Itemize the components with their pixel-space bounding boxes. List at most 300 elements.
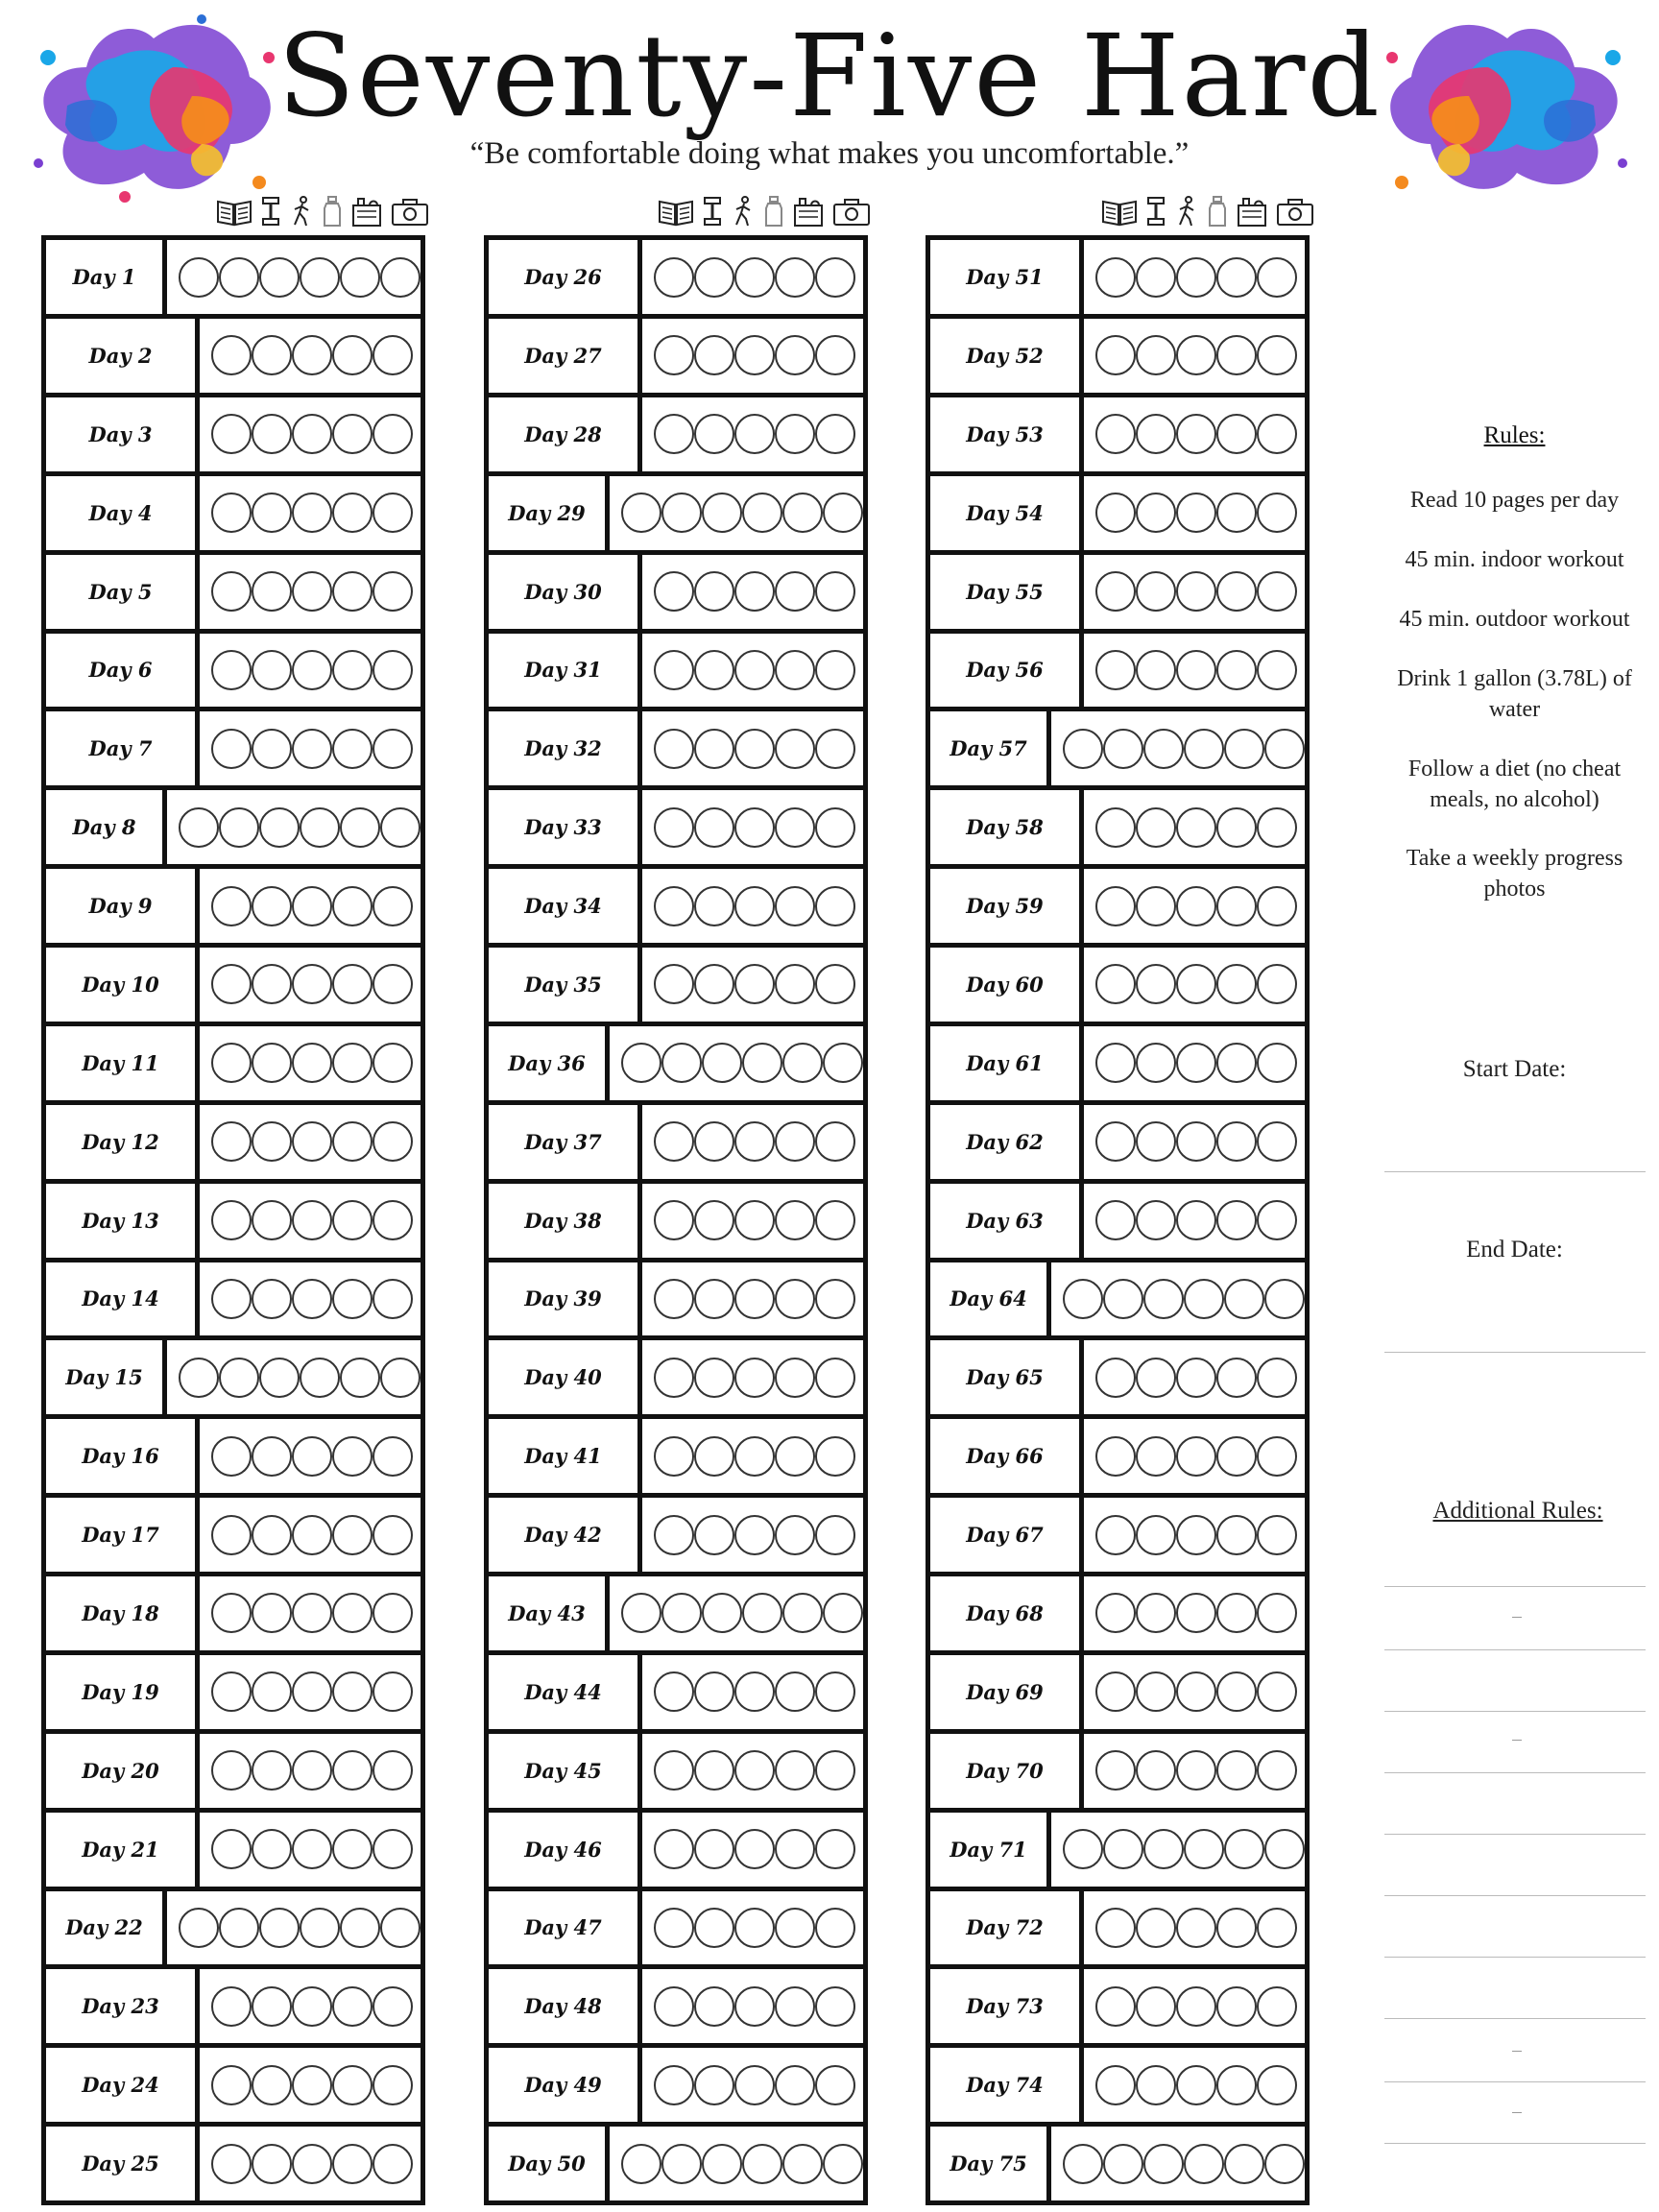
habit-checkbox[interactable] <box>1257 1200 1297 1240</box>
habit-checkbox[interactable] <box>292 2065 332 2105</box>
habit-checkbox[interactable] <box>742 1593 782 1633</box>
habit-checkbox[interactable] <box>332 335 373 375</box>
habit-checkbox[interactable] <box>1176 1750 1216 1791</box>
habit-checkbox[interactable] <box>252 2065 292 2105</box>
habit-checkbox[interactable] <box>1095 1750 1136 1791</box>
habit-checkbox[interactable] <box>332 1279 373 1319</box>
habit-checkbox[interactable] <box>332 650 373 690</box>
habit-checkbox[interactable] <box>1257 1358 1297 1398</box>
habit-checkbox[interactable] <box>332 1121 373 1162</box>
habit-checkbox[interactable] <box>1136 1043 1176 1083</box>
habit-checkbox[interactable] <box>373 964 413 1004</box>
habit-checkbox[interactable] <box>815 1515 855 1555</box>
habit-checkbox[interactable] <box>1095 414 1136 454</box>
habit-checkbox[interactable] <box>1095 493 1136 533</box>
habit-checkbox[interactable] <box>340 807 380 848</box>
habit-checkbox[interactable] <box>694 1200 734 1240</box>
habit-checkbox[interactable] <box>734 414 775 454</box>
habit-checkbox[interactable] <box>219 1908 259 1948</box>
habit-checkbox[interactable] <box>1257 1908 1297 1948</box>
habit-checkbox[interactable] <box>734 1908 775 1948</box>
habit-checkbox[interactable] <box>211 335 252 375</box>
habit-checkbox[interactable] <box>734 1750 775 1791</box>
habit-checkbox[interactable] <box>621 493 661 533</box>
habit-checkbox[interactable] <box>373 886 413 926</box>
habit-checkbox[interactable] <box>815 1671 855 1712</box>
habit-checkbox[interactable] <box>252 886 292 926</box>
habit-checkbox[interactable] <box>1143 1829 1184 1869</box>
habit-checkbox[interactable] <box>694 571 734 612</box>
habit-checkbox[interactable] <box>1257 1593 1297 1633</box>
habit-checkbox[interactable] <box>1176 1671 1216 1712</box>
habit-checkbox[interactable] <box>654 1829 694 1869</box>
habit-checkbox[interactable] <box>1136 571 1176 612</box>
habit-checkbox[interactable] <box>694 964 734 1004</box>
habit-checkbox[interactable] <box>775 1671 815 1712</box>
additional-rule-line[interactable] <box>1384 1711 1646 1712</box>
habit-checkbox[interactable] <box>211 493 252 533</box>
habit-checkbox[interactable] <box>815 1279 855 1319</box>
habit-checkbox[interactable] <box>292 964 332 1004</box>
habit-checkbox[interactable] <box>211 964 252 1004</box>
habit-checkbox[interactable] <box>332 729 373 769</box>
habit-checkbox[interactable] <box>1216 886 1257 926</box>
habit-checkbox[interactable] <box>694 1908 734 1948</box>
habit-checkbox[interactable] <box>1224 2144 1264 2184</box>
habit-checkbox[interactable] <box>1216 257 1257 298</box>
habit-checkbox[interactable] <box>1216 414 1257 454</box>
habit-checkbox[interactable] <box>332 493 373 533</box>
habit-checkbox[interactable] <box>292 1593 332 1633</box>
habit-checkbox[interactable] <box>373 2065 413 2105</box>
habit-checkbox[interactable] <box>1257 1043 1297 1083</box>
habit-checkbox[interactable] <box>332 1515 373 1555</box>
habit-checkbox[interactable] <box>1257 1750 1297 1791</box>
habit-checkbox[interactable] <box>1216 1671 1257 1712</box>
habit-checkbox[interactable] <box>1257 571 1297 612</box>
habit-checkbox[interactable] <box>1095 1908 1136 1948</box>
habit-checkbox[interactable] <box>815 964 855 1004</box>
habit-checkbox[interactable] <box>292 1043 332 1083</box>
habit-checkbox[interactable] <box>1216 1200 1257 1240</box>
habit-checkbox[interactable] <box>252 2144 292 2184</box>
habit-checkbox[interactable] <box>340 1358 380 1398</box>
habit-checkbox[interactable] <box>654 964 694 1004</box>
habit-checkbox[interactable] <box>1063 2144 1103 2184</box>
habit-checkbox[interactable] <box>775 807 815 848</box>
habit-checkbox[interactable] <box>373 414 413 454</box>
habit-checkbox[interactable] <box>252 1986 292 2027</box>
habit-checkbox[interactable] <box>1136 1358 1176 1398</box>
habit-checkbox[interactable] <box>1136 1593 1176 1633</box>
habit-checkbox[interactable] <box>775 1200 815 1240</box>
habit-checkbox[interactable] <box>292 1200 332 1240</box>
habit-checkbox[interactable] <box>292 1829 332 1869</box>
habit-checkbox[interactable] <box>734 257 775 298</box>
habit-checkbox[interactable] <box>775 257 815 298</box>
habit-checkbox[interactable] <box>1136 1436 1176 1477</box>
habit-checkbox[interactable] <box>1095 257 1136 298</box>
habit-checkbox[interactable] <box>775 1750 815 1791</box>
habit-checkbox[interactable] <box>1103 2144 1143 2184</box>
habit-checkbox[interactable] <box>332 1986 373 2027</box>
habit-checkbox[interactable] <box>211 1515 252 1555</box>
habit-checkbox[interactable] <box>292 493 332 533</box>
habit-checkbox[interactable] <box>179 257 219 298</box>
habit-checkbox[interactable] <box>734 335 775 375</box>
habit-checkbox[interactable] <box>211 729 252 769</box>
habit-checkbox[interactable] <box>823 1593 863 1633</box>
habit-checkbox[interactable] <box>1176 335 1216 375</box>
habit-checkbox[interactable] <box>373 1829 413 1869</box>
habit-checkbox[interactable] <box>1216 1908 1257 1948</box>
habit-checkbox[interactable] <box>654 1436 694 1477</box>
habit-checkbox[interactable] <box>734 1358 775 1398</box>
habit-checkbox[interactable] <box>661 1593 702 1633</box>
habit-checkbox[interactable] <box>1095 1200 1136 1240</box>
habit-checkbox[interactable] <box>1176 650 1216 690</box>
habit-checkbox[interactable] <box>702 2144 742 2184</box>
habit-checkbox[interactable] <box>734 1671 775 1712</box>
habit-checkbox[interactable] <box>1063 1279 1103 1319</box>
habit-checkbox[interactable] <box>1264 2144 1305 2184</box>
habit-checkbox[interactable] <box>1257 257 1297 298</box>
habit-checkbox[interactable] <box>734 729 775 769</box>
habit-checkbox[interactable] <box>332 1436 373 1477</box>
habit-checkbox[interactable] <box>332 2065 373 2105</box>
habit-checkbox[interactable] <box>1176 807 1216 848</box>
habit-checkbox[interactable] <box>815 1121 855 1162</box>
habit-checkbox[interactable] <box>815 1358 855 1398</box>
habit-checkbox[interactable] <box>1176 1593 1216 1633</box>
habit-checkbox[interactable] <box>815 1908 855 1948</box>
habit-checkbox[interactable] <box>734 650 775 690</box>
habit-checkbox[interactable] <box>1095 1121 1136 1162</box>
habit-checkbox[interactable] <box>654 1515 694 1555</box>
habit-checkbox[interactable] <box>373 1986 413 2027</box>
habit-checkbox[interactable] <box>211 1671 252 1712</box>
habit-checkbox[interactable] <box>815 1200 855 1240</box>
habit-checkbox[interactable] <box>654 1671 694 1712</box>
habit-checkbox[interactable] <box>654 414 694 454</box>
habit-checkbox[interactable] <box>823 2144 863 2184</box>
habit-checkbox[interactable] <box>1264 729 1305 769</box>
habit-checkbox[interactable] <box>211 1043 252 1083</box>
habit-checkbox[interactable] <box>211 650 252 690</box>
habit-checkbox[interactable] <box>775 1279 815 1319</box>
habit-checkbox[interactable] <box>1257 1671 1297 1712</box>
habit-checkbox[interactable] <box>654 650 694 690</box>
habit-checkbox[interactable] <box>661 2144 702 2184</box>
habit-checkbox[interactable] <box>211 1829 252 1869</box>
habit-checkbox[interactable] <box>1095 1515 1136 1555</box>
additional-rule-line[interactable] <box>1384 2018 1646 2019</box>
habit-checkbox[interactable] <box>1095 1671 1136 1712</box>
habit-checkbox[interactable] <box>332 1200 373 1240</box>
additional-rule-line[interactable] <box>1384 1586 1646 1587</box>
habit-checkbox[interactable] <box>259 1358 300 1398</box>
habit-checkbox[interactable] <box>1257 414 1297 454</box>
habit-checkbox[interactable] <box>1136 1986 1176 2027</box>
habit-checkbox[interactable] <box>252 1436 292 1477</box>
habit-checkbox[interactable] <box>661 493 702 533</box>
habit-checkbox[interactable] <box>702 1593 742 1633</box>
habit-checkbox[interactable] <box>252 1279 292 1319</box>
habit-checkbox[interactable] <box>1257 650 1297 690</box>
habit-checkbox[interactable] <box>292 729 332 769</box>
habit-checkbox[interactable] <box>1216 335 1257 375</box>
habit-checkbox[interactable] <box>252 1200 292 1240</box>
habit-checkbox[interactable] <box>373 1043 413 1083</box>
habit-checkbox[interactable] <box>654 1908 694 1948</box>
habit-checkbox[interactable] <box>1176 1436 1216 1477</box>
habit-checkbox[interactable] <box>782 1593 823 1633</box>
habit-checkbox[interactable] <box>211 1593 252 1633</box>
habit-checkbox[interactable] <box>1095 807 1136 848</box>
habit-checkbox[interactable] <box>815 1829 855 1869</box>
habit-checkbox[interactable] <box>292 886 332 926</box>
habit-checkbox[interactable] <box>219 807 259 848</box>
additional-rule-line[interactable] <box>1384 1895 1646 1896</box>
habit-checkbox[interactable] <box>823 1043 863 1083</box>
habit-checkbox[interactable] <box>815 1436 855 1477</box>
habit-checkbox[interactable] <box>1176 257 1216 298</box>
habit-checkbox[interactable] <box>775 964 815 1004</box>
habit-checkbox[interactable] <box>252 1671 292 1712</box>
habit-checkbox[interactable] <box>694 1358 734 1398</box>
habit-checkbox[interactable] <box>340 1908 380 1948</box>
habit-checkbox[interactable] <box>734 964 775 1004</box>
habit-checkbox[interactable] <box>694 1829 734 1869</box>
habit-checkbox[interactable] <box>775 886 815 926</box>
habit-checkbox[interactable] <box>1176 1121 1216 1162</box>
habit-checkbox[interactable] <box>252 1593 292 1633</box>
habit-checkbox[interactable] <box>1176 1986 1216 2027</box>
habit-checkbox[interactable] <box>654 729 694 769</box>
habit-checkbox[interactable] <box>734 886 775 926</box>
habit-checkbox[interactable] <box>734 1515 775 1555</box>
habit-checkbox[interactable] <box>1176 964 1216 1004</box>
habit-checkbox[interactable] <box>1136 493 1176 533</box>
habit-checkbox[interactable] <box>332 964 373 1004</box>
habit-checkbox[interactable] <box>654 886 694 926</box>
habit-checkbox[interactable] <box>252 335 292 375</box>
habit-checkbox[interactable] <box>775 414 815 454</box>
habit-checkbox[interactable] <box>1216 1043 1257 1083</box>
habit-checkbox[interactable] <box>1136 1671 1176 1712</box>
habit-checkbox[interactable] <box>815 729 855 769</box>
additional-rule-line[interactable] <box>1384 1772 1646 1773</box>
habit-checkbox[interactable] <box>373 1671 413 1712</box>
habit-checkbox[interactable] <box>219 1358 259 1398</box>
habit-checkbox[interactable] <box>734 571 775 612</box>
habit-checkbox[interactable] <box>179 1908 219 1948</box>
habit-checkbox[interactable] <box>694 1515 734 1555</box>
habit-checkbox[interactable] <box>1216 2065 1257 2105</box>
habit-checkbox[interactable] <box>734 1121 775 1162</box>
habit-checkbox[interactable] <box>1095 886 1136 926</box>
habit-checkbox[interactable] <box>694 1986 734 2027</box>
habit-checkbox[interactable] <box>1216 1750 1257 1791</box>
habit-checkbox[interactable] <box>332 1593 373 1633</box>
habit-checkbox[interactable] <box>292 571 332 612</box>
habit-checkbox[interactable] <box>1176 1515 1216 1555</box>
habit-checkbox[interactable] <box>1264 1279 1305 1319</box>
habit-checkbox[interactable] <box>815 1750 855 1791</box>
habit-checkbox[interactable] <box>694 807 734 848</box>
habit-checkbox[interactable] <box>734 1279 775 1319</box>
habit-checkbox[interactable] <box>1176 414 1216 454</box>
habit-checkbox[interactable] <box>621 1593 661 1633</box>
habit-checkbox[interactable] <box>742 493 782 533</box>
habit-checkbox[interactable] <box>694 886 734 926</box>
habit-checkbox[interactable] <box>252 729 292 769</box>
habit-checkbox[interactable] <box>292 1436 332 1477</box>
habit-checkbox[interactable] <box>694 1121 734 1162</box>
habit-checkbox[interactable] <box>292 650 332 690</box>
habit-checkbox[interactable] <box>1103 1829 1143 1869</box>
habit-checkbox[interactable] <box>654 1121 694 1162</box>
additional-rule-line[interactable] <box>1384 1834 1646 1835</box>
habit-checkbox[interactable] <box>373 571 413 612</box>
habit-checkbox[interactable] <box>373 1200 413 1240</box>
habit-checkbox[interactable] <box>252 1750 292 1791</box>
habit-checkbox[interactable] <box>252 964 292 1004</box>
habit-checkbox[interactable] <box>179 807 219 848</box>
habit-checkbox[interactable] <box>1224 1829 1264 1869</box>
habit-checkbox[interactable] <box>1095 650 1136 690</box>
habit-checkbox[interactable] <box>211 886 252 926</box>
habit-checkbox[interactable] <box>734 807 775 848</box>
habit-checkbox[interactable] <box>621 2144 661 2184</box>
habit-checkbox[interactable] <box>815 2065 855 2105</box>
habit-checkbox[interactable] <box>1224 1279 1264 1319</box>
habit-checkbox[interactable] <box>775 1121 815 1162</box>
habit-checkbox[interactable] <box>1095 1358 1136 1398</box>
habit-checkbox[interactable] <box>252 1121 292 1162</box>
habit-checkbox[interactable] <box>1257 493 1297 533</box>
habit-checkbox[interactable] <box>1216 807 1257 848</box>
additional-rule-line[interactable] <box>1384 1957 1646 1958</box>
habit-checkbox[interactable] <box>1095 1986 1136 2027</box>
habit-checkbox[interactable] <box>252 1515 292 1555</box>
habit-checkbox[interactable] <box>211 1750 252 1791</box>
habit-checkbox[interactable] <box>1257 2065 1297 2105</box>
habit-checkbox[interactable] <box>259 807 300 848</box>
habit-checkbox[interactable] <box>815 414 855 454</box>
habit-checkbox[interactable] <box>1216 1593 1257 1633</box>
habit-checkbox[interactable] <box>815 335 855 375</box>
habit-checkbox[interactable] <box>380 1908 421 1948</box>
habit-checkbox[interactable] <box>694 729 734 769</box>
habit-checkbox[interactable] <box>259 257 300 298</box>
habit-checkbox[interactable] <box>373 1593 413 1633</box>
habit-checkbox[interactable] <box>1257 1515 1297 1555</box>
habit-checkbox[interactable] <box>1176 1043 1216 1083</box>
habit-checkbox[interactable] <box>654 807 694 848</box>
habit-checkbox[interactable] <box>332 1750 373 1791</box>
habit-checkbox[interactable] <box>1176 1358 1216 1398</box>
habit-checkbox[interactable] <box>292 1515 332 1555</box>
habit-checkbox[interactable] <box>815 807 855 848</box>
habit-checkbox[interactable] <box>775 335 815 375</box>
habit-checkbox[interactable] <box>1136 2065 1176 2105</box>
habit-checkbox[interactable] <box>694 1671 734 1712</box>
habit-checkbox[interactable] <box>815 650 855 690</box>
start-date-line[interactable] <box>1384 1171 1646 1172</box>
habit-checkbox[interactable] <box>734 1829 775 1869</box>
habit-checkbox[interactable] <box>373 650 413 690</box>
habit-checkbox[interactable] <box>332 414 373 454</box>
habit-checkbox[interactable] <box>1095 2065 1136 2105</box>
habit-checkbox[interactable] <box>380 257 421 298</box>
habit-checkbox[interactable] <box>654 1750 694 1791</box>
habit-checkbox[interactable] <box>1257 1436 1297 1477</box>
habit-checkbox[interactable] <box>654 1358 694 1398</box>
habit-checkbox[interactable] <box>782 493 823 533</box>
habit-checkbox[interactable] <box>694 1436 734 1477</box>
habit-checkbox[interactable] <box>332 886 373 926</box>
habit-checkbox[interactable] <box>1216 1515 1257 1555</box>
habit-checkbox[interactable] <box>702 493 742 533</box>
habit-checkbox[interactable] <box>775 650 815 690</box>
habit-checkbox[interactable] <box>654 257 694 298</box>
habit-checkbox[interactable] <box>373 1279 413 1319</box>
habit-checkbox[interactable] <box>292 1750 332 1791</box>
habit-checkbox[interactable] <box>1224 729 1264 769</box>
habit-checkbox[interactable] <box>211 414 252 454</box>
habit-checkbox[interactable] <box>1143 1279 1184 1319</box>
habit-checkbox[interactable] <box>694 414 734 454</box>
habit-checkbox[interactable] <box>694 650 734 690</box>
habit-checkbox[interactable] <box>211 571 252 612</box>
habit-checkbox[interactable] <box>621 1043 661 1083</box>
habit-checkbox[interactable] <box>694 257 734 298</box>
habit-checkbox[interactable] <box>1216 493 1257 533</box>
habit-checkbox[interactable] <box>252 650 292 690</box>
habit-checkbox[interactable] <box>1184 1829 1224 1869</box>
habit-checkbox[interactable] <box>1063 729 1103 769</box>
habit-checkbox[interactable] <box>654 2065 694 2105</box>
habit-checkbox[interactable] <box>300 1358 340 1398</box>
habit-checkbox[interactable] <box>815 1986 855 2027</box>
habit-checkbox[interactable] <box>742 2144 782 2184</box>
habit-checkbox[interactable] <box>823 493 863 533</box>
habit-checkbox[interactable] <box>742 1043 782 1083</box>
additional-rule-line[interactable] <box>1384 1649 1646 1650</box>
habit-checkbox[interactable] <box>292 335 332 375</box>
habit-checkbox[interactable] <box>775 729 815 769</box>
habit-checkbox[interactable] <box>694 1279 734 1319</box>
habit-checkbox[interactable] <box>1136 650 1176 690</box>
habit-checkbox[interactable] <box>1095 1436 1136 1477</box>
habit-checkbox[interactable] <box>292 2144 332 2184</box>
habit-checkbox[interactable] <box>252 571 292 612</box>
habit-checkbox[interactable] <box>815 571 855 612</box>
habit-checkbox[interactable] <box>1184 729 1224 769</box>
habit-checkbox[interactable] <box>1136 807 1176 848</box>
habit-checkbox[interactable] <box>179 1358 219 1398</box>
habit-checkbox[interactable] <box>775 571 815 612</box>
habit-checkbox[interactable] <box>1216 650 1257 690</box>
additional-rule-line[interactable] <box>1384 2081 1646 2082</box>
habit-checkbox[interactable] <box>694 1750 734 1791</box>
habit-checkbox[interactable] <box>340 257 380 298</box>
habit-checkbox[interactable] <box>1103 729 1143 769</box>
habit-checkbox[interactable] <box>380 1358 421 1398</box>
habit-checkbox[interactable] <box>775 1358 815 1398</box>
habit-checkbox[interactable] <box>1136 414 1176 454</box>
